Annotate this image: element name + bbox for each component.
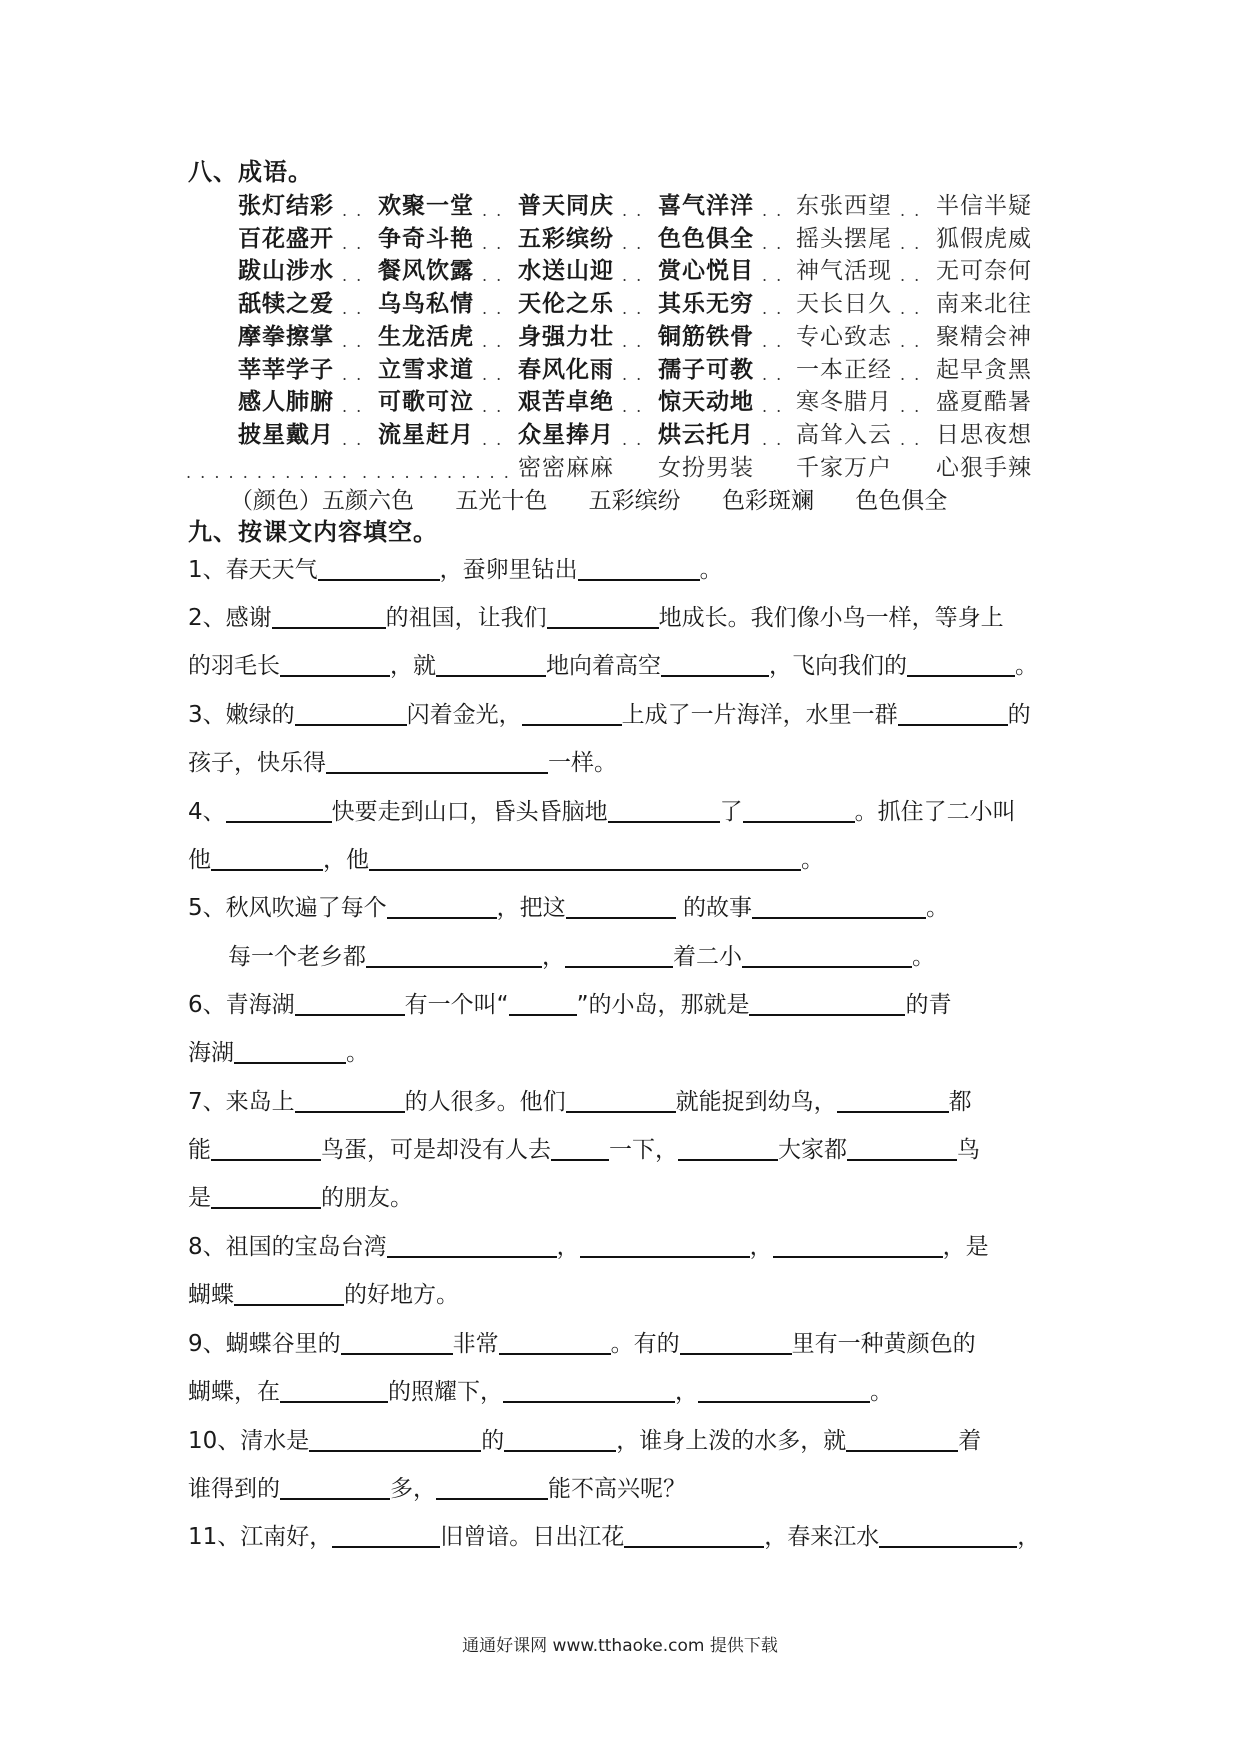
text: 8、祖国的宝岛台湾 (188, 1234, 387, 1260)
dot-leader: . . (482, 233, 504, 253)
text: 。 (346, 1040, 369, 1066)
idiom-item: 天伦之乐 (518, 291, 614, 318)
text: 蝴蝶，在 (188, 1379, 280, 1405)
idiom-item: 其乐无穷 (658, 291, 754, 318)
question-6 (188, 990, 951, 1020)
dot-leader: . . (342, 201, 364, 220)
idiom-item: 摩拳擦掌 (238, 323, 334, 350)
fill-blank[interactable] (752, 893, 926, 919)
text: 1、春天天气 (188, 557, 318, 583)
text: 6、青海湖 (188, 992, 295, 1018)
dot-leader: . . (342, 299, 364, 319)
fill-blank[interactable] (742, 942, 912, 968)
idiom-item: 喜气洋洋 (658, 193, 754, 219)
text: 5、秋风吹遍了每个 (188, 895, 387, 921)
color-idioms-row (230, 482, 981, 515)
dot-leader: . . . . . . . . . . . (362, 462, 511, 482)
idiom-item: 舐犊之爱 (238, 291, 334, 318)
idiom-item: 日思夜想 (936, 421, 1032, 448)
dot-leader: . . (762, 201, 784, 220)
text: 的青 (905, 992, 952, 1018)
text: 上成了一片海洋，水里一群 (621, 702, 898, 728)
text: 着 (958, 1428, 982, 1454)
text: 的 (481, 1428, 505, 1454)
dot-leader: . . (342, 364, 364, 384)
fill-blank[interactable] (295, 990, 405, 1016)
color-label: （颜色）五颜六色 (230, 488, 414, 514)
dot-leader: . . (762, 233, 784, 253)
text: 10、清水是 (188, 1428, 310, 1454)
dot-leader: . . (900, 397, 922, 417)
text: ， (749, 1234, 773, 1260)
dot-leader: . . (900, 201, 922, 220)
text: ， (556, 1234, 580, 1260)
text: 。有的 (610, 1331, 680, 1357)
text: ，是 (942, 1234, 989, 1260)
idiom-item: 感人肺腑 (238, 389, 334, 416)
idiom-item: 半信半疑 (936, 193, 1032, 219)
dot-leader: . . (622, 233, 644, 253)
dot-leader: . . (900, 266, 922, 286)
text: 都 (948, 1089, 972, 1115)
idiom-item: 流星赶月 (378, 421, 474, 448)
text: 。 (699, 557, 723, 583)
fill-blank[interactable] (847, 1135, 957, 1161)
color-idiom: 色彩斑斓 (721, 488, 814, 514)
text: 的朋友。 (321, 1185, 413, 1211)
dot-leader: . . (482, 364, 504, 384)
text: 2、感谢 (188, 605, 272, 631)
idiom-item: 水送山迎 (518, 258, 614, 285)
idiom-item: 赏心悦目 (658, 258, 754, 285)
idiom-item: 莘莘学子 (238, 356, 334, 383)
fill-blank[interactable] (318, 555, 440, 581)
dot-leader: . . (762, 429, 784, 449)
text: 他 (188, 847, 211, 873)
text: 非常 (452, 1331, 499, 1357)
question-5 (188, 893, 949, 923)
idiom-item: 狐假虎威 (936, 225, 1032, 252)
fill-blank[interactable] (680, 1329, 792, 1355)
question-9 (188, 1329, 976, 1359)
text: 快要走到山口，昏头昏脑地 (331, 799, 608, 825)
idiom-item: 跋山涉水 (238, 258, 334, 285)
text: 鸟 (957, 1137, 980, 1163)
idiom-item: 寒冬腊月 (796, 389, 892, 416)
idiom-item: 摇头摆尾 (796, 225, 892, 252)
text: 。 (925, 895, 949, 921)
dot-leader: . . (342, 233, 364, 253)
idiom-item: 聚精会神 (936, 323, 1032, 350)
idiom-item: 铜筋铁骨 (658, 323, 754, 350)
idiom-item: 盛夏酷暑 (936, 389, 1032, 416)
fill-blank[interactable] (295, 1087, 405, 1113)
text: 的人很多。他们 (404, 1089, 566, 1115)
idiom-item: 高耸入云 (796, 421, 892, 448)
fill-blank[interactable] (366, 942, 542, 968)
dot-leader: . . (482, 397, 504, 417)
dot-leader: . . (342, 266, 364, 286)
idiom-item: 女扮男装 (658, 454, 754, 481)
section-8-title: 八、成语。 (188, 158, 313, 186)
question-8 (188, 1232, 989, 1262)
idiom-item: 乌鸟私情 (378, 291, 474, 318)
fill-blank[interactable] (503, 1377, 675, 1403)
idiom-item: 千家万户 (796, 454, 892, 481)
fill-blank[interactable] (678, 1135, 778, 1161)
question-4 (188, 797, 1016, 827)
fill-blank[interactable] (566, 893, 676, 919)
fill-blank[interactable] (341, 1329, 453, 1355)
idiom-item: 五彩缤纷 (518, 225, 614, 252)
question-2-cont (188, 651, 1038, 681)
text: ，他 (323, 847, 369, 873)
text: 鸟蛋，可是却没有人去 (321, 1137, 551, 1163)
fill-blank[interactable] (522, 700, 622, 726)
idiom-item: 无可奈何 (936, 258, 1032, 285)
text: 是 (188, 1185, 211, 1211)
question-1 (188, 555, 723, 585)
text: 旧曾谙。日出江花 (440, 1524, 625, 1550)
dot-leader: . . (762, 266, 784, 286)
text: 一样。 (548, 750, 617, 776)
fill-blank[interactable] (578, 555, 700, 581)
idiom-item: 立雪求道 (378, 356, 474, 383)
idiom-item: 烘云托月 (658, 421, 754, 448)
text: 谁得到的 (188, 1476, 280, 1502)
dot-leader: . . (900, 299, 922, 319)
text: 的祖国，让我们 (385, 605, 547, 631)
fill-blank[interactable] (369, 845, 801, 871)
text: 11、江南好， (188, 1524, 333, 1550)
fill-blank[interactable] (749, 990, 905, 1016)
idiom-item: 普天同庆 (518, 193, 614, 219)
text: ， (542, 944, 565, 970)
idiom-item: 专心致志 (796, 323, 892, 350)
question-6-cont (188, 1038, 369, 1068)
fill-blank[interactable] (898, 700, 1008, 726)
text: 一下， (609, 1137, 678, 1163)
dot-leader: . . (482, 266, 504, 286)
idiom-item: 天长日久 (796, 291, 892, 318)
fill-blank[interactable] (234, 1038, 346, 1064)
fill-blank[interactable] (608, 797, 720, 823)
text: 有一个叫“ (404, 992, 509, 1018)
dot-leader: . . (762, 397, 784, 417)
fill-blank[interactable] (211, 1135, 321, 1161)
fill-blank[interactable] (280, 1377, 388, 1403)
dot-leader: . . (482, 331, 504, 351)
text: 每一个老乡都 (228, 944, 366, 970)
text: ，飞向我们的 (769, 653, 907, 679)
fill-blank[interactable] (436, 651, 546, 677)
text: 多， (390, 1476, 436, 1502)
idiom-item: 起早贪黑 (936, 356, 1032, 383)
dot-leader: . . (622, 299, 644, 319)
dot-leader: . . . . . . . . . . . . (186, 462, 349, 482)
fill-blank[interactable] (326, 748, 548, 774)
fill-blank[interactable] (211, 845, 323, 871)
text: 。 (1015, 653, 1038, 679)
fill-blank[interactable] (234, 1280, 344, 1306)
dot-leader: . . (622, 201, 644, 220)
idiom-item: 披星戴月 (238, 421, 334, 448)
question-7-cont2 (188, 1183, 413, 1213)
idiom-item: 惊天动地 (658, 389, 754, 416)
text: 就能捉到幼鸟， (675, 1089, 837, 1115)
fill-blank[interactable] (773, 1232, 943, 1258)
fill-blank[interactable] (907, 651, 1015, 677)
dot-leader: . . (622, 397, 644, 417)
fill-blank[interactable] (504, 1426, 616, 1452)
text: ”的小岛，那就是 (576, 992, 750, 1018)
text: 海湖 (188, 1040, 234, 1066)
text: 的 (1007, 702, 1031, 728)
text: 。 (870, 1379, 893, 1405)
dot-leader: . . (900, 233, 922, 253)
fill-blank[interactable] (387, 1232, 557, 1258)
fill-blank[interactable] (280, 1474, 390, 1500)
text: 的羽毛长 (188, 653, 280, 679)
idiom-item: 可歌可泣 (378, 389, 474, 416)
fill-blank[interactable] (436, 1474, 548, 1500)
dot-leader: . . (482, 299, 504, 319)
fill-blank[interactable] (624, 1522, 764, 1548)
question-2 (188, 603, 1004, 633)
dot-leader: . . (342, 331, 364, 351)
fill-blank[interactable] (743, 797, 855, 823)
idiom-item: 争奇斗艳 (378, 225, 474, 252)
fill-blank[interactable] (295, 700, 407, 726)
idiom-item: 心狠手辣 (936, 454, 1032, 481)
text: 了 (719, 799, 743, 825)
idiom-item: 百花盛开 (238, 225, 334, 252)
idiom-item: 欢聚一堂 (378, 193, 474, 219)
text: 地成长。我们像小鸟一样，等身上 (658, 605, 1004, 631)
fill-blank[interactable] (387, 893, 497, 919)
fill-blank[interactable] (226, 797, 332, 823)
fill-blank[interactable] (551, 1135, 609, 1161)
text: 4、 (188, 799, 226, 825)
idiom-item: 一本正经 (796, 356, 892, 383)
question-3-cont (188, 748, 617, 778)
idiom-item: 孺子可教 (658, 356, 754, 383)
idiom-item: 密密麻麻 (518, 454, 614, 481)
text: 地向着高空 (546, 653, 661, 679)
dot-leader: . . (622, 429, 644, 449)
text: 闪着金光， (406, 702, 522, 728)
idiom-item: 色色俱全 (658, 225, 754, 252)
question-10-cont (188, 1474, 686, 1504)
idiom-item: 生龙活虎 (378, 323, 474, 350)
text: 蝴蝶 (188, 1282, 234, 1308)
text: 里有一种黄颜色的 (791, 1331, 976, 1357)
text: ， (675, 1379, 698, 1405)
question-4-cont (188, 845, 824, 875)
fill-blank[interactable] (879, 1522, 1017, 1548)
color-idiom: 五彩缤纷 (588, 488, 681, 514)
fill-blank[interactable] (837, 1087, 949, 1113)
text: 孩子，快乐得 (188, 750, 326, 776)
idiom-item: 东张西望 (796, 193, 892, 219)
text: 7、来岛上 (188, 1089, 295, 1115)
idiom-item: 张灯结彩 (238, 193, 334, 219)
fill-blank[interactable] (698, 1377, 870, 1403)
text: 9、蝴蝶谷里的 (188, 1331, 341, 1357)
fill-blank[interactable] (211, 1183, 321, 1209)
text: ，春来江水 (764, 1524, 880, 1550)
question-9-cont (188, 1377, 893, 1407)
dot-leader: . . (762, 364, 784, 384)
text: ，谁身上泼的水多，就 (616, 1428, 847, 1454)
text: ，蚕卵里钻出 (439, 557, 578, 583)
dot-leader: . . (762, 299, 784, 319)
dot-leader: . . (622, 364, 644, 384)
dot-leader: . . (482, 429, 504, 449)
text: 的好地方。 (344, 1282, 459, 1308)
fill-blank[interactable] (309, 1426, 481, 1452)
text: 能 (188, 1137, 211, 1163)
idiom-item: 南来北往 (936, 291, 1032, 318)
idiom-item: 神气活现 (796, 258, 892, 285)
text: ，把这 (496, 895, 566, 921)
dot-leader: . . (342, 429, 364, 449)
color-idiom: 五光十色 (455, 488, 548, 514)
fill-blank[interactable] (272, 603, 386, 629)
dot-leader: . . (900, 429, 922, 449)
text: ， (1017, 1524, 1041, 1550)
text: ，就 (390, 653, 436, 679)
idiom-item: 餐风饮露 (378, 258, 474, 285)
text: 。抓住了二小叫 (854, 799, 1016, 825)
text: 3、嫩绿的 (188, 702, 295, 728)
fill-blank[interactable] (566, 1087, 676, 1113)
color-idiom: 色色俱全 (855, 488, 948, 514)
dot-leader: . . (900, 364, 922, 384)
text: 着二小 (673, 944, 742, 970)
fill-blank[interactable] (547, 603, 659, 629)
question-5-cont (228, 942, 935, 972)
idiom-item: 艰苦卓绝 (518, 389, 614, 416)
question-7-cont (188, 1135, 980, 1165)
dot-leader: . . (482, 201, 504, 220)
fill-blank[interactable] (846, 1426, 958, 1452)
question-11 (188, 1522, 1040, 1552)
fill-blank[interactable] (280, 651, 390, 677)
dot-leader: . . (622, 331, 644, 351)
fill-blank[interactable] (332, 1522, 440, 1548)
fill-blank[interactable] (580, 1232, 750, 1258)
dot-leader: . . (342, 397, 364, 417)
question-7 (188, 1087, 972, 1117)
idiom-item: 春风化雨 (518, 356, 614, 383)
text: 大家都 (778, 1137, 847, 1163)
section-9-title: 九、按课文内容填空。 (188, 518, 438, 546)
idiom-item: 身强力壮 (518, 323, 614, 350)
question-8-cont (188, 1280, 459, 1310)
text: 。 (801, 847, 824, 873)
footer-credit: 通通好课网 www.tthaoke.com 提供下载 (462, 1636, 778, 1656)
text: 的故事 (675, 895, 752, 921)
question-3 (188, 700, 1031, 730)
dot-leader: . . (900, 331, 922, 351)
dot-leader: . . (762, 331, 784, 351)
fill-blank[interactable] (509, 990, 577, 1016)
fill-blank[interactable] (661, 651, 769, 677)
text: 能不高兴呢？ (548, 1476, 686, 1502)
text: 。 (912, 944, 935, 970)
fill-blank[interactable] (499, 1329, 611, 1355)
text: 的照耀下， (388, 1379, 503, 1405)
question-10 (188, 1426, 981, 1456)
idiom-item: 众星捧月 (518, 421, 614, 448)
fill-blank[interactable] (565, 942, 673, 968)
dot-leader: . . (622, 266, 644, 286)
